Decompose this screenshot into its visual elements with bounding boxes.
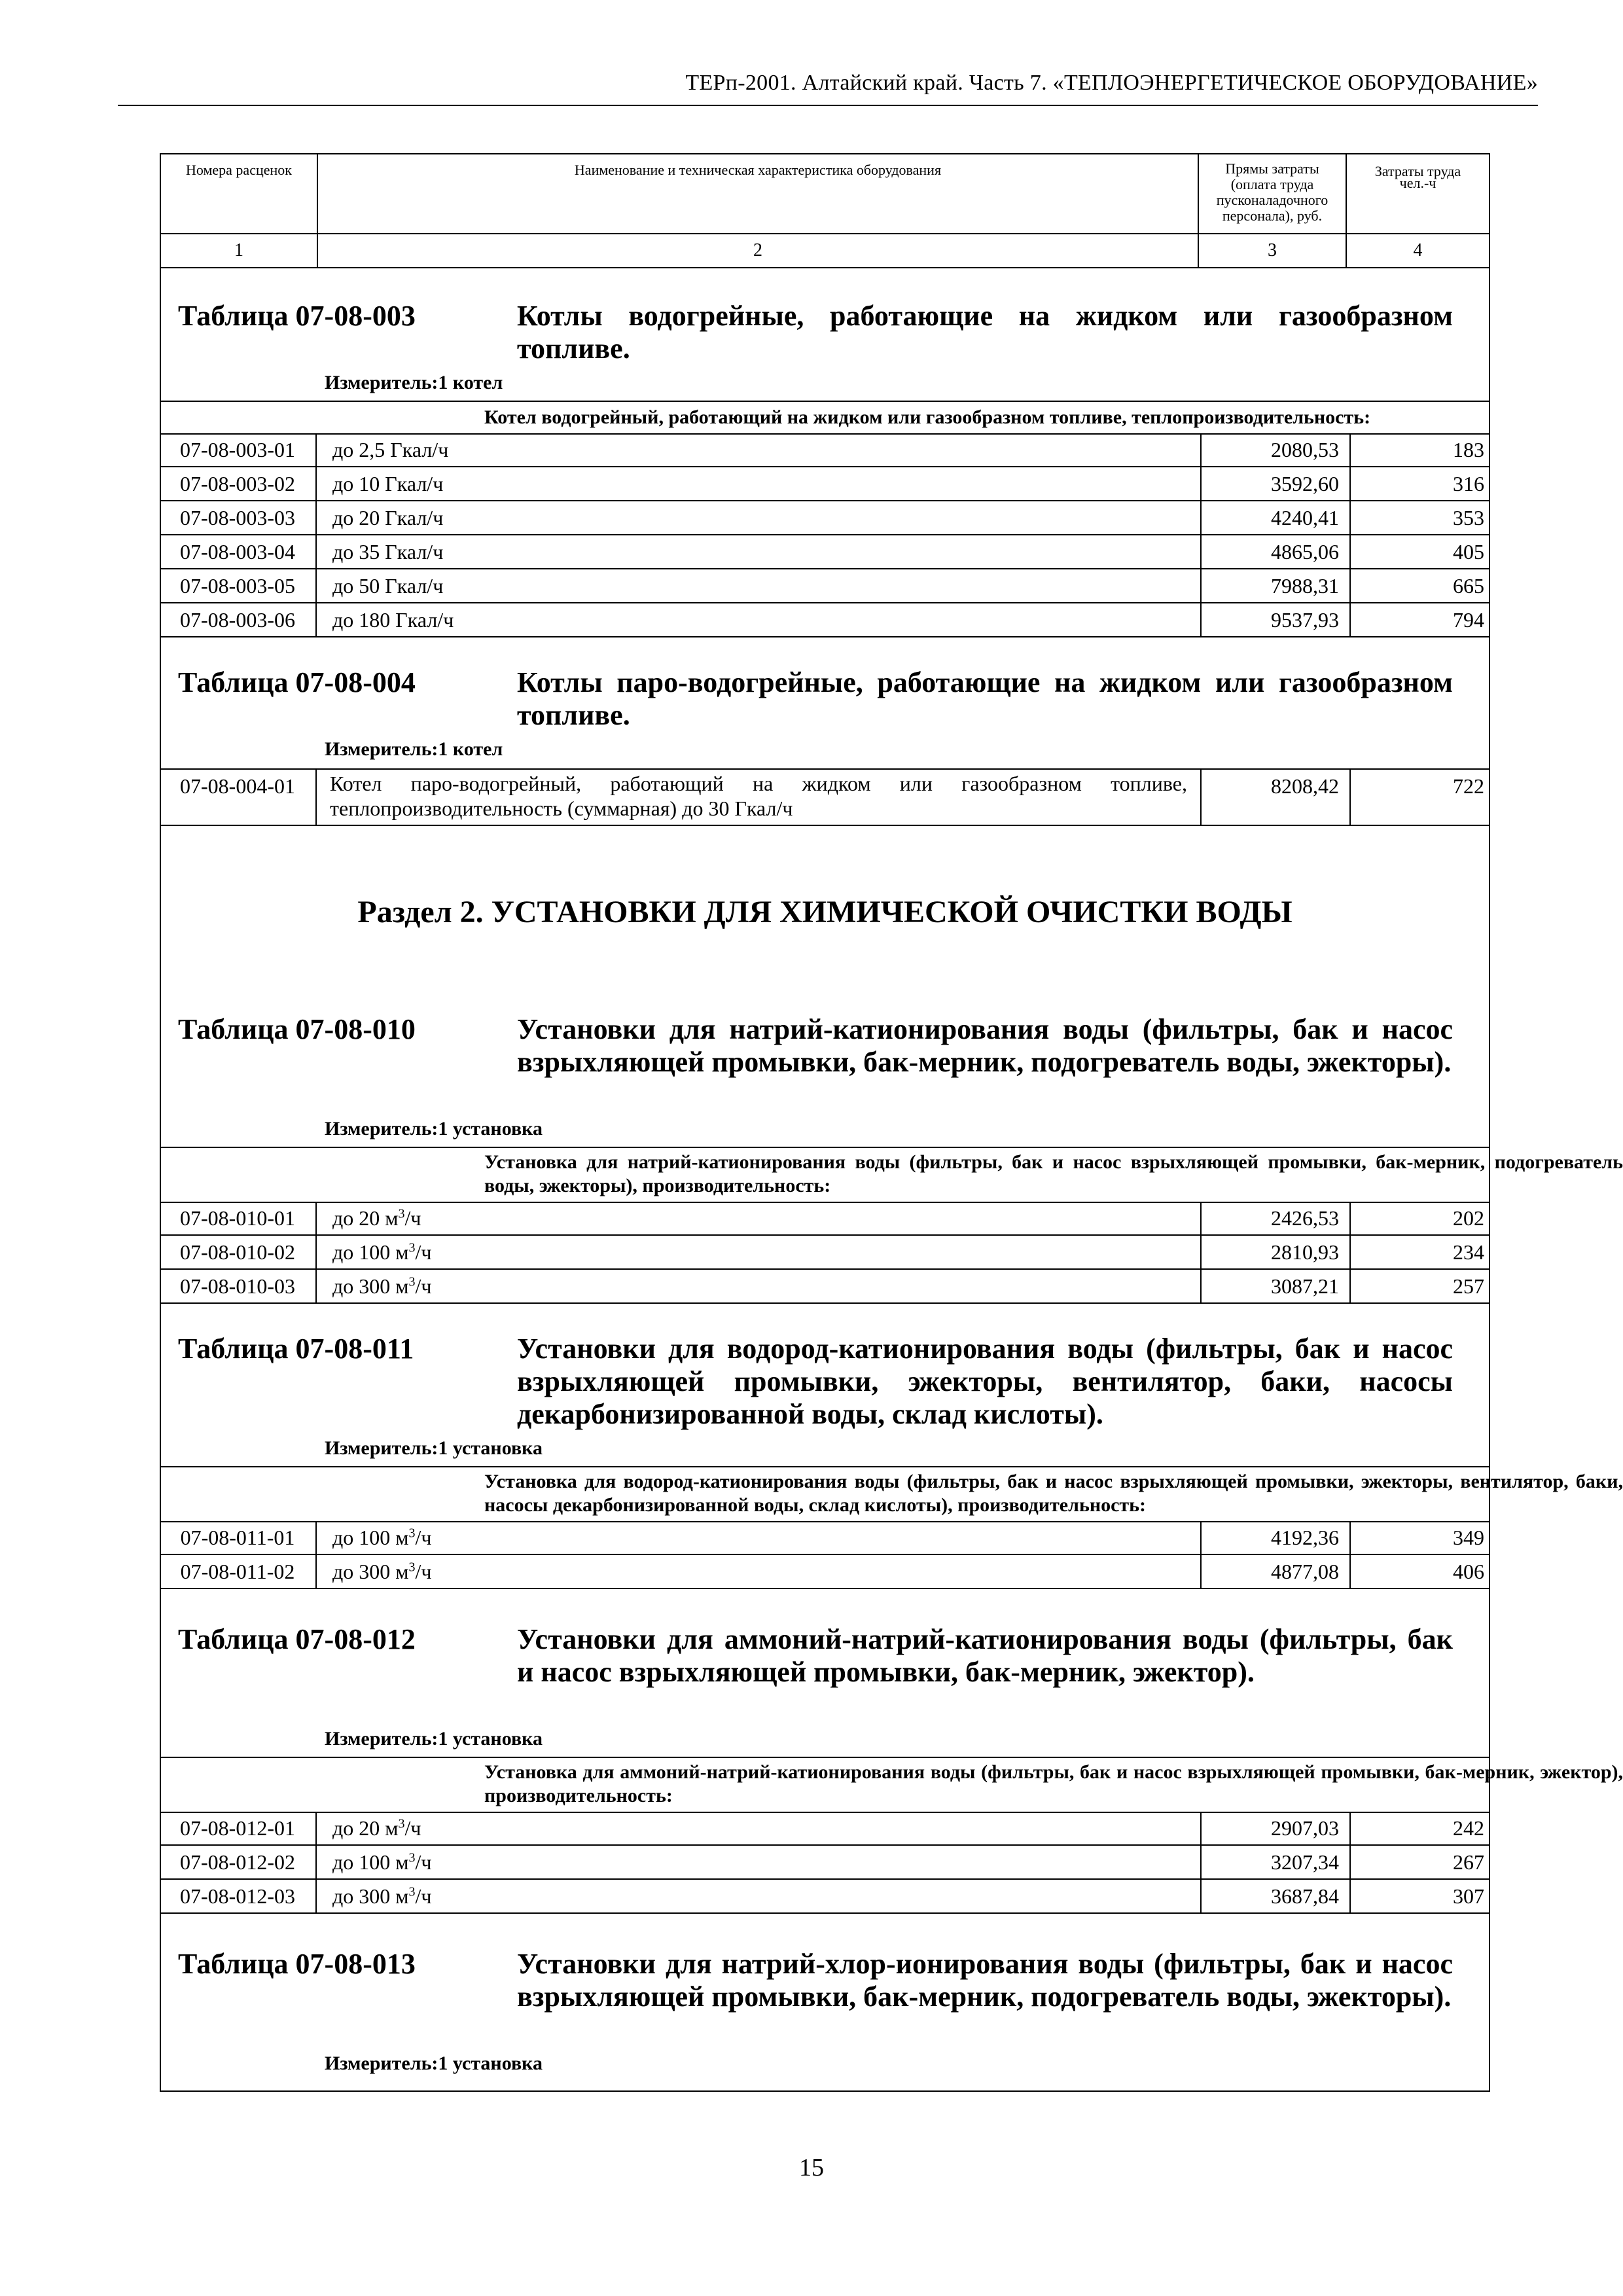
group-07-08-003 — [160, 401, 1490, 435]
rate-labor: 794 — [1453, 608, 1484, 632]
running-head: ТЕРп-2001. Алтайский край. Часть 7. «ТЕПЛОЭНЕРГЕТИЧЕСКОЕ ОБОРУДОВАНИЕ» — [685, 71, 1538, 95]
col-header-labor-line1: Затраты труда — [1374, 163, 1461, 179]
meter-07-08-004: Измеритель:1 котел — [325, 738, 503, 760]
rate-name-text: до 300 м — [332, 1274, 409, 1298]
rate-name — [332, 1555, 432, 1588]
col-header-labor — [1346, 153, 1490, 234]
rate-cost: 2907,03 — [1271, 1816, 1339, 1840]
rate-labor: 234 — [1453, 1240, 1484, 1264]
table-label-07-08-011: Таблица 07-08-011 — [178, 1333, 414, 1365]
rate-code: 07-08-003-02 — [160, 467, 317, 500]
rate-values — [1200, 770, 1495, 825]
rate-name-unit: /ч — [415, 1850, 432, 1874]
rate-cost: 3592,60 — [1271, 472, 1339, 495]
col-number-2: 2 — [317, 233, 1199, 268]
rate-name-text: до 100 м — [332, 1240, 409, 1264]
rate-name-text: до 300 м — [332, 1560, 409, 1583]
rate-labor: 183 — [1453, 438, 1484, 461]
rate-code: 07-08-003-03 — [160, 501, 317, 534]
col-header-labor-line2: чел.-ч — [1399, 175, 1436, 191]
group-07-08-010 — [160, 1147, 1623, 1203]
rate-labor: 316 — [1453, 472, 1484, 495]
superscript: 3 — [408, 1850, 416, 1865]
rate-name-text: до 100 м — [332, 1850, 409, 1874]
group-text-07-08-011: Установка для водород-катионирования воды (фильтры, бак и насос взрыхляющей промывки, эжекторы, вентилятор, баки, насосы декарбонизированной воды, склад кислоты), производительность: — [484, 1471, 1623, 1516]
rate-labor: 242 — [1453, 1816, 1484, 1840]
col-number-3: 3 — [1198, 233, 1347, 268]
superscript: 3 — [398, 1206, 405, 1221]
rate-values — [1200, 1236, 1495, 1268]
rate-name — [332, 1846, 432, 1878]
table-title-07-08-011: Установки для водород-катионирования воды (фильтры, бак и насос взрыхляющей промывки, эжекторы, вентилятор, баки, насосы декарбонизированной воды, склад кислоты). — [517, 1333, 1453, 1430]
rate-code: 07-08-010-02 — [160, 1236, 317, 1268]
group-text-07-08-003: Котел водогрейный, работающий на жидком или газообразном топливе, теплопроизводительность: — [484, 406, 1371, 428]
table-label-07-08-003: Таблица 07-08-003 — [178, 300, 416, 332]
table-row — [160, 433, 1490, 467]
rate-name-text: до 300 м — [332, 1884, 409, 1908]
rate-name: до 50 Гкал/ч — [332, 574, 444, 598]
table-title-07-08-013: Установки для натрий-хлор-ионирования воды (фильтры, бак и насос взрыхляющей промывки, бак-мерник, подогреватель воды, эжекторы). — [517, 1948, 1453, 2013]
col-header-cost-line1: Прямы затраты — [1225, 160, 1319, 177]
rate-cost: 4240,41 — [1271, 506, 1339, 529]
rate-cost: 4865,06 — [1271, 540, 1339, 564]
rate-values — [1200, 1270, 1495, 1302]
superscript: 3 — [408, 1560, 416, 1575]
rate-code: 07-08-003-05 — [160, 569, 317, 602]
rate-cost: 4192,36 — [1271, 1526, 1339, 1549]
rate-name: до 20 Гкал/ч — [332, 506, 444, 529]
rate-name-unit: /ч — [415, 1884, 432, 1908]
meter-07-08-012: Измеритель:1 установка — [325, 1728, 543, 1749]
col-header-cost — [1198, 153, 1347, 234]
superscript: 3 — [408, 1274, 416, 1289]
group-07-08-012 — [160, 1757, 1623, 1813]
rate-code: 07-08-012-02 — [160, 1846, 317, 1878]
rate-name-text: до 20 м — [332, 1206, 399, 1230]
table-row — [160, 1846, 1490, 1880]
rate-cost: 4877,08 — [1271, 1560, 1339, 1583]
rate-values — [1200, 603, 1495, 636]
rate-code: 07-08-012-03 — [160, 1880, 317, 1912]
rate-labor: 722 — [1453, 774, 1484, 798]
table-label-07-08-012: Таблица 07-08-012 — [178, 1623, 416, 1655]
superscript: 3 — [408, 1240, 416, 1255]
table-label-07-08-004: Таблица 07-08-004 — [178, 666, 416, 698]
rate-name-unit: /ч — [415, 1560, 432, 1583]
col-header-cost-line3: пусконаладочного — [1216, 192, 1329, 208]
rate-labor: 349 — [1453, 1526, 1484, 1549]
table-row — [160, 1555, 1490, 1589]
rate-labor: 202 — [1453, 1206, 1484, 1230]
table-title-07-08-012: Установки для аммоний-натрий-катионирования воды (фильтры, бак и насос взрыхляющей промывки, бак-мерник, эжектор). — [517, 1623, 1453, 1688]
rate-name: Котел паро-водогрейный, работающий на жидком или газообразном топливе, теплопроизводительность (суммарная) до 30 Гкал/ч — [330, 772, 1187, 820]
rate-cost: 3687,84 — [1271, 1884, 1339, 1908]
rate-values — [1200, 1812, 1495, 1844]
table-title-07-08-010: Установки для натрий-катионирования воды (фильтры, бак и насос взрыхляющей промывки, бак-мерник, подогреватель воды, эжекторы). — [517, 1013, 1453, 1078]
rate-code: 07-08-011-01 — [160, 1521, 317, 1554]
rate-cost: 2810,93 — [1271, 1240, 1339, 1264]
superscript: 3 — [408, 1526, 416, 1541]
table-row — [160, 1236, 1490, 1270]
rate-code: 07-08-003-06 — [160, 603, 317, 636]
rate-labor: 257 — [1453, 1274, 1484, 1298]
table-row — [160, 1812, 1490, 1846]
table-row — [160, 1521, 1490, 1555]
rate-values — [1200, 467, 1495, 500]
rate-code: 07-08-004-01 — [160, 770, 317, 825]
col-number-4: 4 — [1346, 233, 1490, 268]
table-row — [160, 768, 1490, 826]
rate-name-unit: /ч — [404, 1206, 421, 1230]
rate-name — [332, 1521, 432, 1554]
table-row — [160, 1880, 1490, 1914]
superscript: 3 — [398, 1816, 405, 1831]
superscript: 3 — [408, 1884, 416, 1899]
rate-values — [1200, 1846, 1495, 1878]
rate-cost: 9537,93 — [1271, 608, 1339, 632]
table-title-07-08-004: Котлы паро-водогрейные, работающие на жидком или газообразном топливе. — [517, 666, 1453, 731]
rate-name-unit: /ч — [415, 1240, 432, 1264]
rate-values — [1200, 1521, 1495, 1554]
group-07-08-011 — [160, 1466, 1623, 1522]
rate-labor: 307 — [1453, 1884, 1484, 1908]
rate-name: до 180 Гкал/ч — [332, 608, 454, 632]
table-row — [160, 467, 1490, 501]
table-title-07-08-003: Котлы водогрейные, работающие на жидком или газообразном топливе. — [517, 300, 1453, 365]
col-header-name: Наименование и техническая характеристика оборудования — [317, 153, 1199, 234]
table-row — [160, 603, 1490, 637]
group-text-07-08-010: Установка для натрий-катионирования воды (фильтры, бак и насос взрыхляющей промывки, бак-мерник, подогреватель воды, эжекторы), производительность: — [484, 1151, 1623, 1196]
col-number-1: 1 — [160, 233, 318, 268]
col-header-cost-line2: (оплата труда — [1230, 176, 1314, 192]
meter-07-08-003: Измеритель:1 котел — [325, 372, 503, 393]
group-text-07-08-012: Установка для аммоний-натрий-катионирования воды (фильтры, бак и насос взрыхляющей промывки, бак-мерник, эжектор), производительность: — [484, 1761, 1623, 1806]
rate-labor: 405 — [1453, 540, 1484, 564]
rate-name — [332, 1270, 432, 1302]
rate-code: 07-08-012-01 — [160, 1812, 317, 1844]
rate-cost: 2080,53 — [1271, 438, 1339, 461]
rate-values — [1200, 1880, 1495, 1912]
rate-name: до 35 Гкал/ч — [332, 540, 444, 564]
table-row — [160, 535, 1490, 569]
table-label-07-08-010: Таблица 07-08-010 — [178, 1013, 416, 1045]
table-label-07-08-013: Таблица 07-08-013 — [178, 1948, 416, 1980]
rate-values — [1200, 569, 1495, 602]
rate-code: 07-08-010-01 — [160, 1202, 317, 1234]
rate-cost: 3087,21 — [1271, 1274, 1339, 1298]
rate-values — [1200, 433, 1495, 466]
col-header-cost-line4: персонала), руб. — [1222, 207, 1323, 224]
rate-name-unit: /ч — [415, 1274, 432, 1298]
rate-values — [1200, 1202, 1495, 1234]
rate-cost: 7988,31 — [1271, 574, 1339, 598]
rate-name-text: до 100 м — [332, 1526, 409, 1549]
rate-name-unit: /ч — [415, 1526, 432, 1549]
rate-cost: 3207,34 — [1271, 1850, 1339, 1874]
rate-code: 07-08-011-02 — [160, 1555, 317, 1588]
rate-cost: 8208,42 — [1271, 774, 1339, 798]
rate-name-unit: /ч — [404, 1816, 421, 1840]
rate-labor: 406 — [1453, 1560, 1484, 1583]
col-header-codes: Номера расценок — [160, 153, 318, 234]
rate-name: до 10 Гкал/ч — [332, 472, 444, 495]
rate-values — [1200, 535, 1495, 568]
table-row — [160, 1270, 1490, 1304]
table-row — [160, 501, 1490, 535]
rate-values — [1200, 1555, 1495, 1588]
section-heading: Раздел 2. УСТАНОВКИ ДЛЯ ХИМИЧЕСКОЙ ОЧИСТКИ ВОДЫ — [357, 895, 1293, 929]
table-row — [160, 1202, 1490, 1236]
meter-07-08-010: Измеритель:1 установка — [325, 1118, 543, 1139]
header-rule — [118, 105, 1538, 106]
rate-values — [1200, 501, 1495, 534]
rate-cost: 2426,53 — [1271, 1206, 1339, 1230]
rate-code: 07-08-003-04 — [160, 535, 317, 568]
rate-name-text: до 20 м — [332, 1816, 399, 1840]
rate-name — [332, 1812, 421, 1844]
page-number: 15 — [799, 2154, 824, 2181]
rate-labor: 267 — [1453, 1850, 1484, 1874]
meter-07-08-013: Измеритель:1 установка — [325, 2053, 543, 2074]
rate-labor: 353 — [1453, 506, 1484, 529]
table-row — [160, 569, 1490, 603]
rate-code: 07-08-003-01 — [160, 433, 317, 466]
rate-name — [332, 1202, 421, 1234]
rate-name — [332, 1880, 432, 1912]
rate-name — [332, 1236, 432, 1268]
rate-labor: 665 — [1453, 574, 1484, 598]
rate-name: до 2,5 Гкал/ч — [332, 438, 449, 461]
meter-07-08-011: Измеритель:1 установка — [325, 1437, 543, 1459]
rate-code: 07-08-010-03 — [160, 1270, 317, 1302]
